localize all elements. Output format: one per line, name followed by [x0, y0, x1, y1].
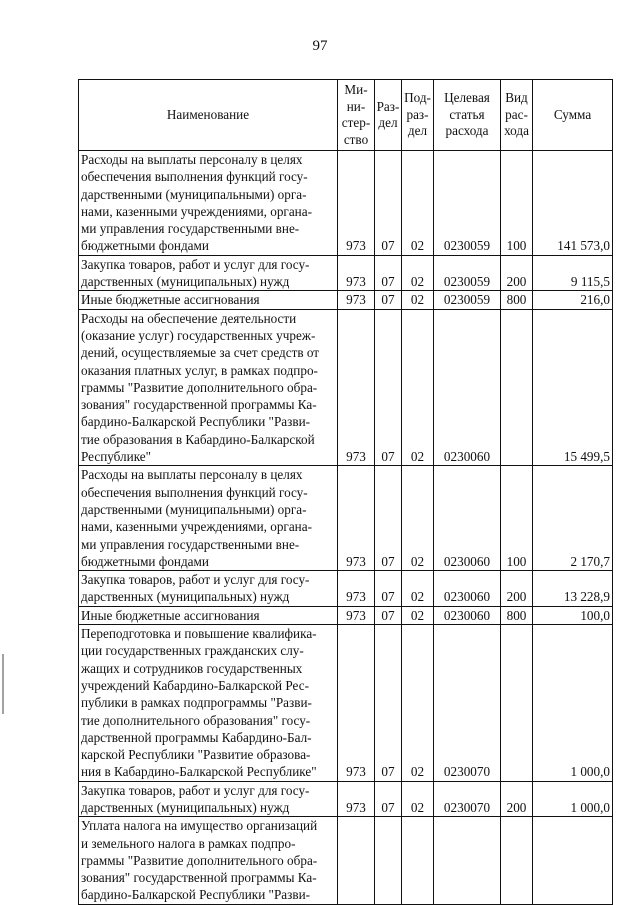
cell-subsection: 02	[402, 291, 434, 309]
cell-type	[501, 309, 533, 466]
cell-type: 100	[501, 151, 533, 256]
cell-subsection: 02	[402, 466, 434, 571]
cell-section: 07	[375, 466, 402, 571]
header-section: Раз- дел	[375, 80, 402, 151]
table-row	[79, 817, 613, 904]
cell-name: Расходы на выплаты персоналу в целях обеспечения выполнения функций госу- дарственными (муниципальными) орга- нами, казенными учреждениями, органа- ми управления государственными вне- бюджетными фондами	[79, 151, 338, 256]
cell-sum: 100,0	[533, 606, 613, 624]
page-number: 97	[312, 38, 328, 54]
cell-ministry: 973	[338, 466, 375, 571]
cell-target: 0230070	[434, 625, 501, 782]
cell-subsection: 02	[402, 255, 434, 291]
cell-ministry: 973	[338, 309, 375, 466]
cell-target: 0230060	[434, 571, 501, 607]
table-row	[79, 151, 613, 256]
cell-sum: 141 573,0	[533, 151, 613, 256]
budget-table	[78, 79, 613, 905]
header-subsection: Под- раз- дел	[402, 80, 434, 151]
table-row	[79, 255, 613, 291]
cell-name: Переподготовка и повышение квалифика- ции государственных гражданских слу- жащих и сотрудников государственных учреждений Кабардино-Балкарской Рес- публики в рамках подпрограммы "Разви- тие дополнительного образования" госу- дарственной программы Кабардино-Бал- карской Республики "Развитие образова- ния в Кабардино-Балкарской Республике"	[79, 625, 338, 782]
scan-edge-mark	[2, 654, 4, 714]
cell-section: 07	[375, 625, 402, 782]
header-sum: Сумма	[533, 80, 613, 151]
cell-sum: 2 170,7	[533, 466, 613, 571]
cell-sum: 13 228,9	[533, 571, 613, 607]
cell-target: 0230070	[434, 781, 501, 817]
cell-name: Закупка товаров, работ и услуг для госу- дарственных (муниципальных) нужд	[79, 255, 338, 291]
header-row	[79, 80, 613, 151]
header-type: Вид рас- хода	[501, 80, 533, 151]
header-target: Целевая статья расхода	[434, 80, 501, 151]
cell-name: Расходы на выплаты персоналу в целях обеспечения выполнения функций госу- дарственными (муниципальными) орга- нами, казенными учреждениями, органа- ми управления государственными вне- бюджетными фондами	[79, 466, 338, 571]
cell-target: 0230059	[434, 291, 501, 309]
table-row	[79, 606, 613, 624]
cell-type	[501, 817, 533, 904]
cell-section: 07	[375, 606, 402, 624]
cell-target: 0230060	[434, 309, 501, 466]
cell-sum: 1 000,0	[533, 625, 613, 782]
cell-ministry: 973	[338, 255, 375, 291]
cell-subsection: 02	[402, 606, 434, 624]
cell-section: 07	[375, 571, 402, 607]
header-ministry: Ми- ни- стер- ство	[338, 80, 375, 151]
cell-section: 07	[375, 309, 402, 466]
cell-type: 100	[501, 466, 533, 571]
cell-name: Иные бюджетные ассигнования	[79, 606, 338, 624]
cell-ministry	[338, 817, 375, 904]
cell-sum	[533, 817, 613, 904]
cell-name: Расходы на обеспечение деятельности (оказание услуг) государственных учреж- дений, осуществляемые за счет средств от оказания платных услуг, в рамках подпро- граммы "Развитие дополнительного обра- зования" государственной программы Ка- бардино-Балкарской Республики "Разви- тие образования в Кабардино-Балкарской Республике"	[79, 309, 338, 466]
cell-target: 0230059	[434, 255, 501, 291]
cell-section: 07	[375, 291, 402, 309]
cell-ministry: 973	[338, 151, 375, 256]
cell-type	[501, 625, 533, 782]
table-row	[79, 571, 613, 607]
cell-subsection: 02	[402, 625, 434, 782]
cell-ministry: 973	[338, 625, 375, 782]
table-row	[79, 466, 613, 571]
cell-sum: 216,0	[533, 291, 613, 309]
cell-target	[434, 817, 501, 904]
cell-section: 07	[375, 781, 402, 817]
header-name: Наименование	[79, 80, 338, 151]
cell-subsection: 02	[402, 309, 434, 466]
cell-name: Иные бюджетные ассигнования	[79, 291, 338, 309]
cell-target: 0230059	[434, 151, 501, 256]
cell-ministry: 973	[338, 606, 375, 624]
cell-subsection: 02	[402, 571, 434, 607]
cell-target: 0230060	[434, 606, 501, 624]
table-row	[79, 309, 613, 466]
cell-section: 07	[375, 255, 402, 291]
cell-type: 200	[501, 571, 533, 607]
table-row	[79, 781, 613, 817]
table-row	[79, 291, 613, 309]
cell-subsection: 02	[402, 781, 434, 817]
cell-name: Уплата налога на имущество организаций и земельного налога в рамках подпро- граммы "Развитие дополнительного обра- зования" государственной программы Ка- бардино-Балкарской Республики "Разви-	[79, 817, 338, 904]
cell-ministry: 973	[338, 291, 375, 309]
cell-target: 0230060	[434, 466, 501, 571]
cell-sum: 1 000,0	[533, 781, 613, 817]
cell-type: 200	[501, 781, 533, 817]
cell-ministry: 973	[338, 571, 375, 607]
cell-name: Закупка товаров, работ и услуг для госу- дарственных (муниципальных) нужд	[79, 781, 338, 817]
cell-type: 800	[501, 291, 533, 309]
cell-sum: 15 499,5	[533, 309, 613, 466]
cell-subsection	[402, 817, 434, 904]
cell-type: 800	[501, 606, 533, 624]
cell-section	[375, 817, 402, 904]
table-row	[79, 625, 613, 782]
cell-ministry: 973	[338, 781, 375, 817]
cell-name: Закупка товаров, работ и услуг для госу- дарственных (муниципальных) нужд	[79, 571, 338, 607]
cell-subsection: 02	[402, 151, 434, 256]
cell-type: 200	[501, 255, 533, 291]
cell-section: 07	[375, 151, 402, 256]
cell-sum: 9 115,5	[533, 255, 613, 291]
